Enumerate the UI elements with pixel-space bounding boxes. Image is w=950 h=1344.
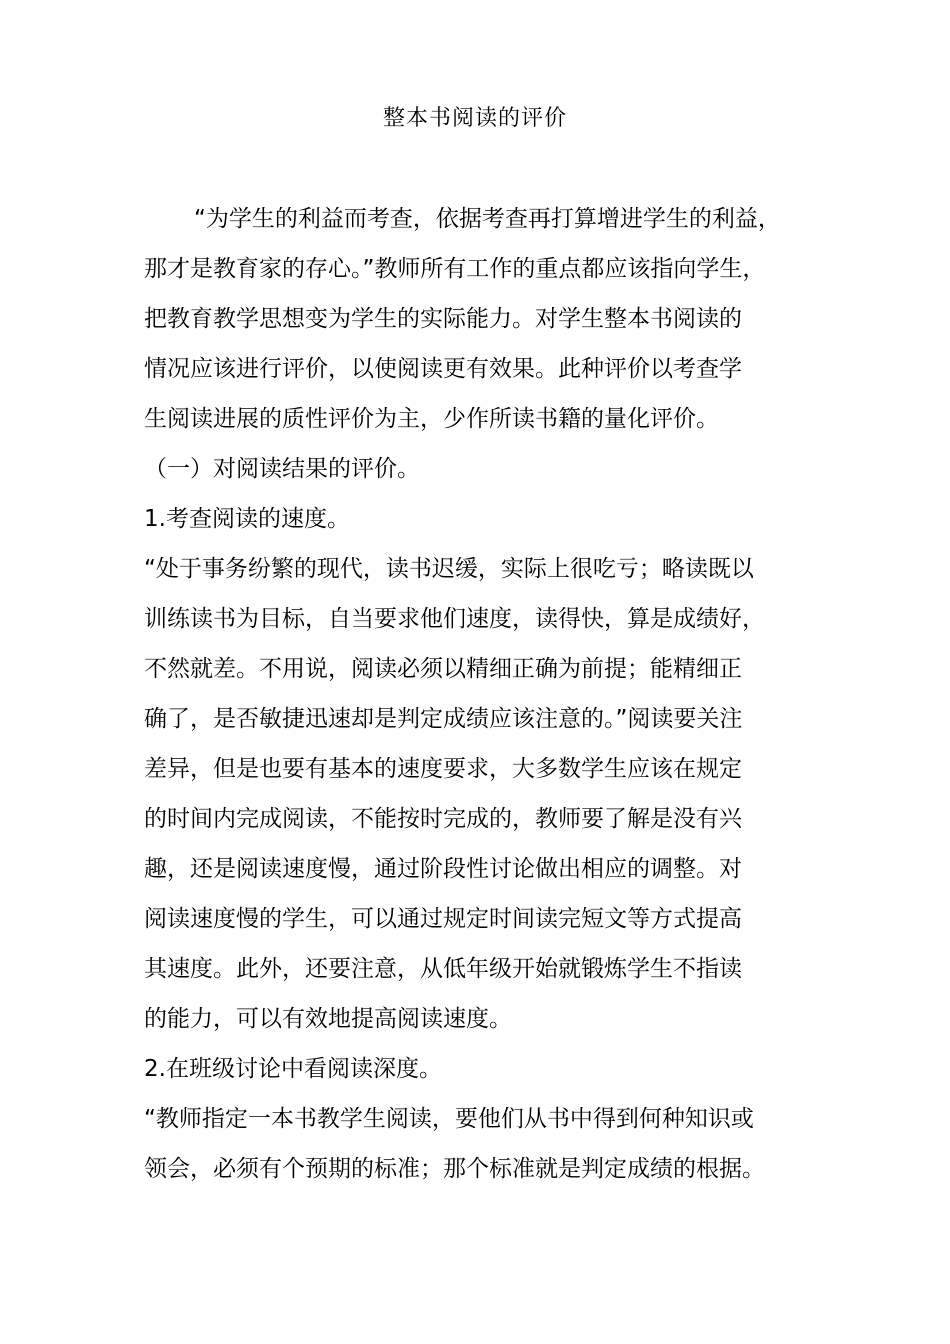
paragraph-line: 的能力，可以有效地提高阅读速度。 <box>144 1006 512 1032</box>
paragraph-line: 不然就差。不用说，阅读必须以精细正确为前提；能精细正 <box>144 656 742 682</box>
paragraph-line: 阅读速度慢的学生，可以通过规定时间读完短文等方式提高 <box>144 906 742 932</box>
document-body <box>144 194 829 1194</box>
paragraph-line: “为学生的利益而考查，依据考查再打算增进学生的利益， <box>194 206 781 232</box>
paragraph-line: 确了，是否敏捷迅速却是判定成绩应该注意的。”阅读要关注 <box>144 706 743 732</box>
paragraph-line: 其速度。此外，还要注意，从低年级开始就锻炼学生不指读 <box>144 956 742 982</box>
subsection-heading: 2.在班级讨论中看阅读深度。 <box>144 1056 442 1082</box>
paragraph-line: 趣，还是阅读速度慢，通过阶段性讨论做出相应的调整。对 <box>144 856 742 882</box>
paragraph-line: 领会，必须有个预期的标准；那个标准就是判定成绩的根据。 <box>144 1156 765 1182</box>
paragraph-line: “处于事务纷繁的现代，读书迟缓，实际上很吃亏；略读既以 <box>144 556 754 582</box>
paragraph-line: 那才是教育家的存心。”教师所有工作的重点都应该指向学生， <box>144 256 766 282</box>
paragraph-line: 的时间内完成阅读，不能按时完成的，教师要了解是没有兴 <box>144 806 742 832</box>
paragraph-line: 生阅读进展的质性评价为主，少作所读书籍的量化评价。 <box>144 406 719 432</box>
subsection-heading: 1.考查阅读的速度。 <box>144 506 350 532</box>
paragraph-line: 把教育教学思想变为学生的实际能力。对学生整本书阅读的 <box>144 306 742 332</box>
paragraph-line: 情况应该进行评价，以使阅读更有效果。此种评价以考查学 <box>144 356 742 382</box>
document-title: 整本书阅读的评价 <box>382 106 567 131</box>
paragraph-line: “教师指定一本书教学生阅读，要他们从书中得到何种知识或 <box>144 1106 754 1132</box>
section-heading: （一）对阅读结果的评价。 <box>144 456 420 482</box>
paragraph-line: 差异，但是也要有基本的速度要求，大多数学生应该在规定 <box>144 756 742 782</box>
paragraph-line: 训练读书为目标，自当要求他们速度，读得快，算是成绩好， <box>144 606 765 632</box>
